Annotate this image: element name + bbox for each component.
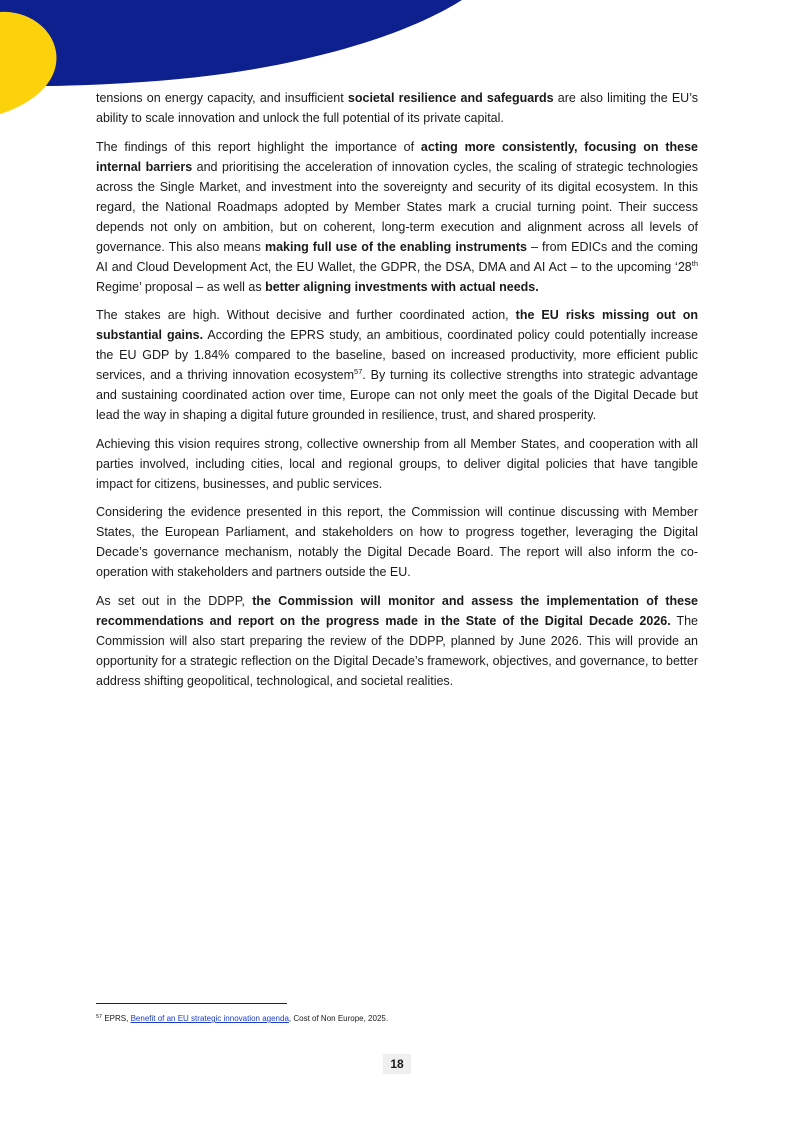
text-run: Achieving this vision requires strong, collective ownership from all Member States, and cooperation with all parties involved, including cities, local and regional groups, to deliver digital policies that have tangible impact for citizens, businesses, and public services. <box>96 436 698 491</box>
footnote-link[interactable]: Benefit of an EU strategic innovation agenda <box>130 1014 289 1023</box>
paragraph <box>96 305 698 425</box>
text-run: – from EDICs and the coming AI and Cloud Development Act, the EU Wallet, the GDPR, the DSA, DMA and AI Act – to the upcoming ‘28 <box>96 239 698 274</box>
text-run: The findings of this report highlight the importance of <box>96 139 421 154</box>
paragraph <box>96 88 698 128</box>
bold-text: the Commission will monitor and assess the implementation of these recommendations and report on the progress made in the State of the Digital Decade 2026. <box>96 593 698 628</box>
bold-text: better aligning investments with actual needs. <box>265 279 539 294</box>
bold-text: acting more consistently, focusing on these internal barriers <box>96 139 698 174</box>
footnote-number: 57 <box>96 1014 103 1020</box>
text-run: As set out in the DDPP, <box>96 593 253 608</box>
text-run: . By turning its collective strengths into strategic advantage and sustaining coordinated action over time, Europe can not only meet the goals of the Digital Decade but lead the way in shaping a digital future grounded in resilience, trust, and shared prosperity. <box>96 368 699 422</box>
paragraph <box>96 137 698 297</box>
paragraph <box>96 434 698 494</box>
text-run: tensions on energy capacity, and insufficient <box>96 91 348 105</box>
superscript: th <box>691 258 698 268</box>
bold-text: making full use of the enabling instruments <box>264 239 527 254</box>
superscript: 57 <box>354 367 363 376</box>
page-number: 18 <box>383 1054 411 1074</box>
body-text <box>96 88 698 699</box>
text-run: The Commission will also start preparing the review of the DDPP, planned by June 2026. This will provide an opportunity for a strategic reflection on the Digital Decade’s framework, objectives, and governance, to better address shifting geopolitical, technological, and societal realities. <box>96 613 698 688</box>
text-run: and prioritising the acceleration of innovation cycles, the scaling of strategic technologies across the Single Market, and investment into the sovereignty and security of its digital ecosystem. In this regard, the National Roadmaps adopted by Member States mark a crucial turning point. Their success depends not only on ambition, but on coherent, long-term execution and alignment across all levels of governance. This also means <box>96 159 699 254</box>
text-run: Regime’ proposal – as well as <box>96 279 266 294</box>
footnote-divider <box>96 1003 287 1004</box>
footnote-suffix: , Cost of Non Europe, 2025. <box>288 1014 389 1023</box>
bold-text: societal resilience and safeguards <box>347 91 554 105</box>
text-run: The stakes are high. Without decisive and further coordinated action, <box>96 308 516 322</box>
footnote-prefix: EPRS, <box>102 1014 131 1023</box>
navy-swoosh-shape <box>0 0 462 86</box>
bold-text: the EU risks missing out on substantial gains. <box>96 308 698 342</box>
text-run: According the EPRS study, an ambitious, coordinated policy could potentially increase the EU GDP by 1.84% compared to the baseline, based on increased productivity, more efficient public services, and a thriving innovation ecosystem <box>96 328 698 382</box>
paragraph <box>96 502 698 582</box>
text-run: are also limiting the EU’s ability to scale innovation and unlock the full potential of its private capital. <box>96 91 698 125</box>
paragraph <box>96 591 698 691</box>
text-run: Considering the evidence presented in this report, the Commission will continue discussing with Member States, the European Parliament, and stakeholders on how to progress together, leveraging the Digital Decade’s governance mechanism, notably the Digital Decade Board. The report will also inform the co-operation with stakeholders and partners outside the EU. <box>96 505 698 579</box>
footnote <box>96 1014 388 1024</box>
